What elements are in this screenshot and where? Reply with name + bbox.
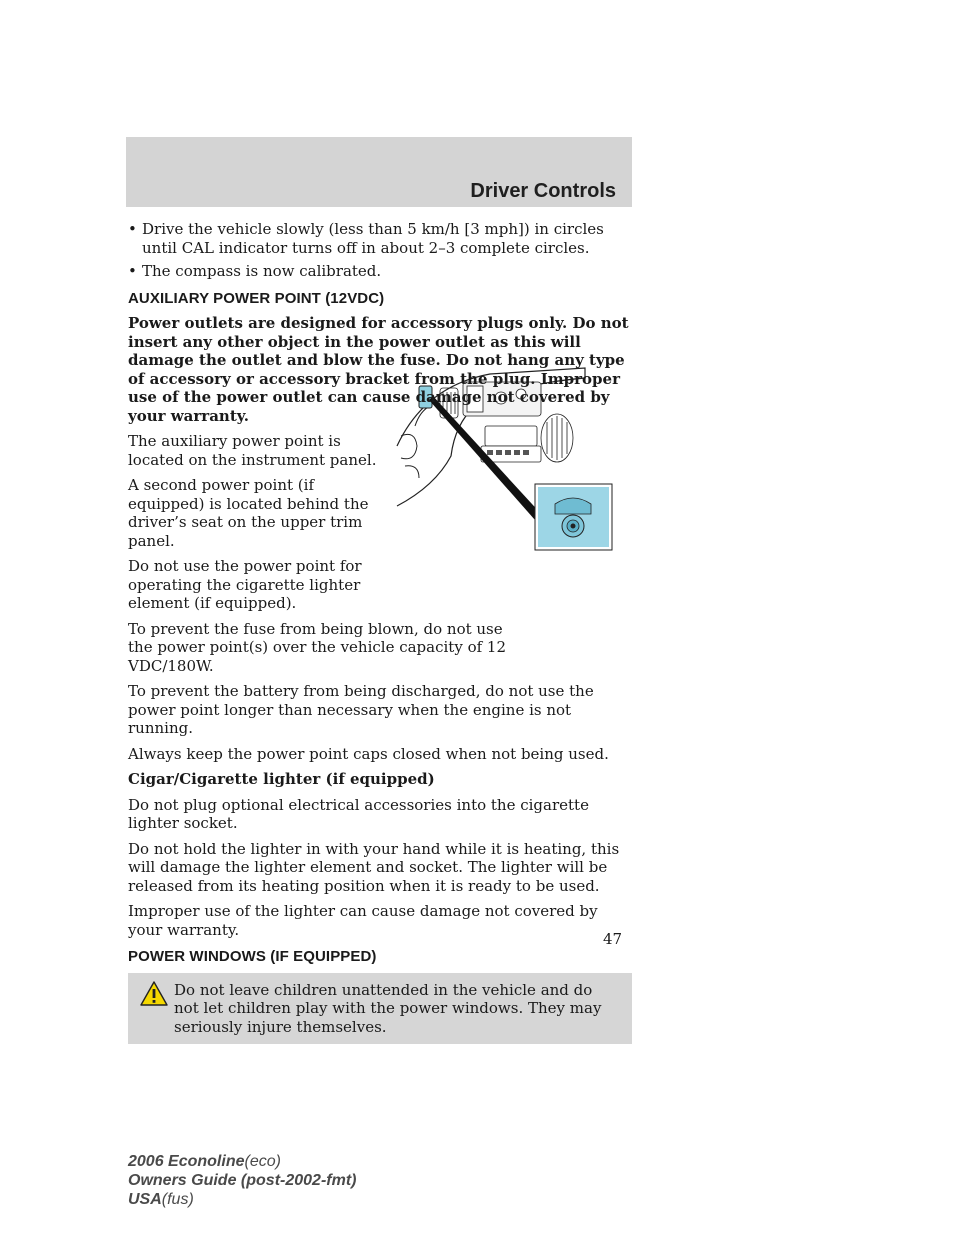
second-power-point: A second power point (if equipped) is located behind the driver’s seat on the upper trim panel.	[128, 476, 369, 550]
page-content	[128, 220, 632, 1044]
footer	[128, 1152, 356, 1209]
lighter-p2: Do not hold the lighter in with your hand while it is heating, this will damage the lighter element and socket. The lighter will be released from its heating position when it is ready to be used.	[128, 839, 620, 895]
section-title: Driver Controls	[470, 180, 616, 202]
list-item	[128, 262, 632, 281]
bullet-dot: •	[128, 262, 137, 280]
lighter-element-note: Do not use the power point for operating the cigarette lighter element (if equipped).	[128, 557, 362, 612]
footer-market-code: (fus)	[161, 1191, 194, 1208]
lighter-heading: Cigar/Cigarette lighter (if equipped)	[128, 770, 435, 788]
footer-line-3	[128, 1190, 356, 1209]
bullet-dot: •	[128, 220, 137, 238]
lighter-p1: Do not plug optional electrical accessories into the cigarette lighter socket.	[128, 795, 589, 832]
section-header	[126, 137, 632, 207]
aux-power-location: The auxiliary power point is located on the instrument panel.	[128, 432, 377, 469]
aux-power-warning: Power outlets are designed for accessory plugs only. Do not insert any other object in the power outlet as this will damage the outlet and blow the fuse. Do not hang any type of accessory or accessory bracket from the plug. Improper use of the power outlet can cause damage not covered by your warranty.	[128, 314, 629, 425]
footer-market: USA	[128, 1191, 162, 1208]
footer-line-2: Owners Guide (post-2002-fmt)	[128, 1172, 357, 1189]
bullet-text: The compass is now calibrated.	[142, 262, 382, 280]
aux-power-heading: AUXILIARY POWER POINT (12VDC)	[128, 289, 385, 307]
page-number: 47	[603, 930, 623, 948]
list-item	[128, 220, 632, 257]
fuse-note: To prevent the fuse from being blown, do not use the power point(s) over the vehicle capacity of 12 VDC/180W.	[128, 619, 507, 675]
lighter-p3: Improper use of the lighter can cause damage not covered by your warranty.	[128, 902, 598, 939]
footer-model-code: (eco)	[244, 1153, 281, 1170]
power-windows-heading: POWER WINDOWS (IF EQUIPPED)	[128, 948, 377, 965]
caps-note: Always keep the power point caps closed when not being used.	[128, 744, 609, 763]
battery-note: To prevent the battery from being discharged, do not use the power point longer than necessary when the engine is not running.	[128, 682, 594, 737]
footer-line-1	[128, 1152, 356, 1171]
power-windows-warning-text: Do not leave children unattended in the vehicle and do not let children play with the power windows. They may seriously injure themselves.	[174, 980, 602, 1036]
power-windows-warning-box	[128, 973, 632, 1045]
warning-icon	[140, 981, 168, 1006]
bullet-text: Drive the vehicle slowly (less than 5 km/h [3 mph]) in circles until CAL indicator turns off in about 2–3 complete circles.	[142, 220, 604, 257]
footer-model: 2006 Econoline	[128, 1153, 245, 1170]
